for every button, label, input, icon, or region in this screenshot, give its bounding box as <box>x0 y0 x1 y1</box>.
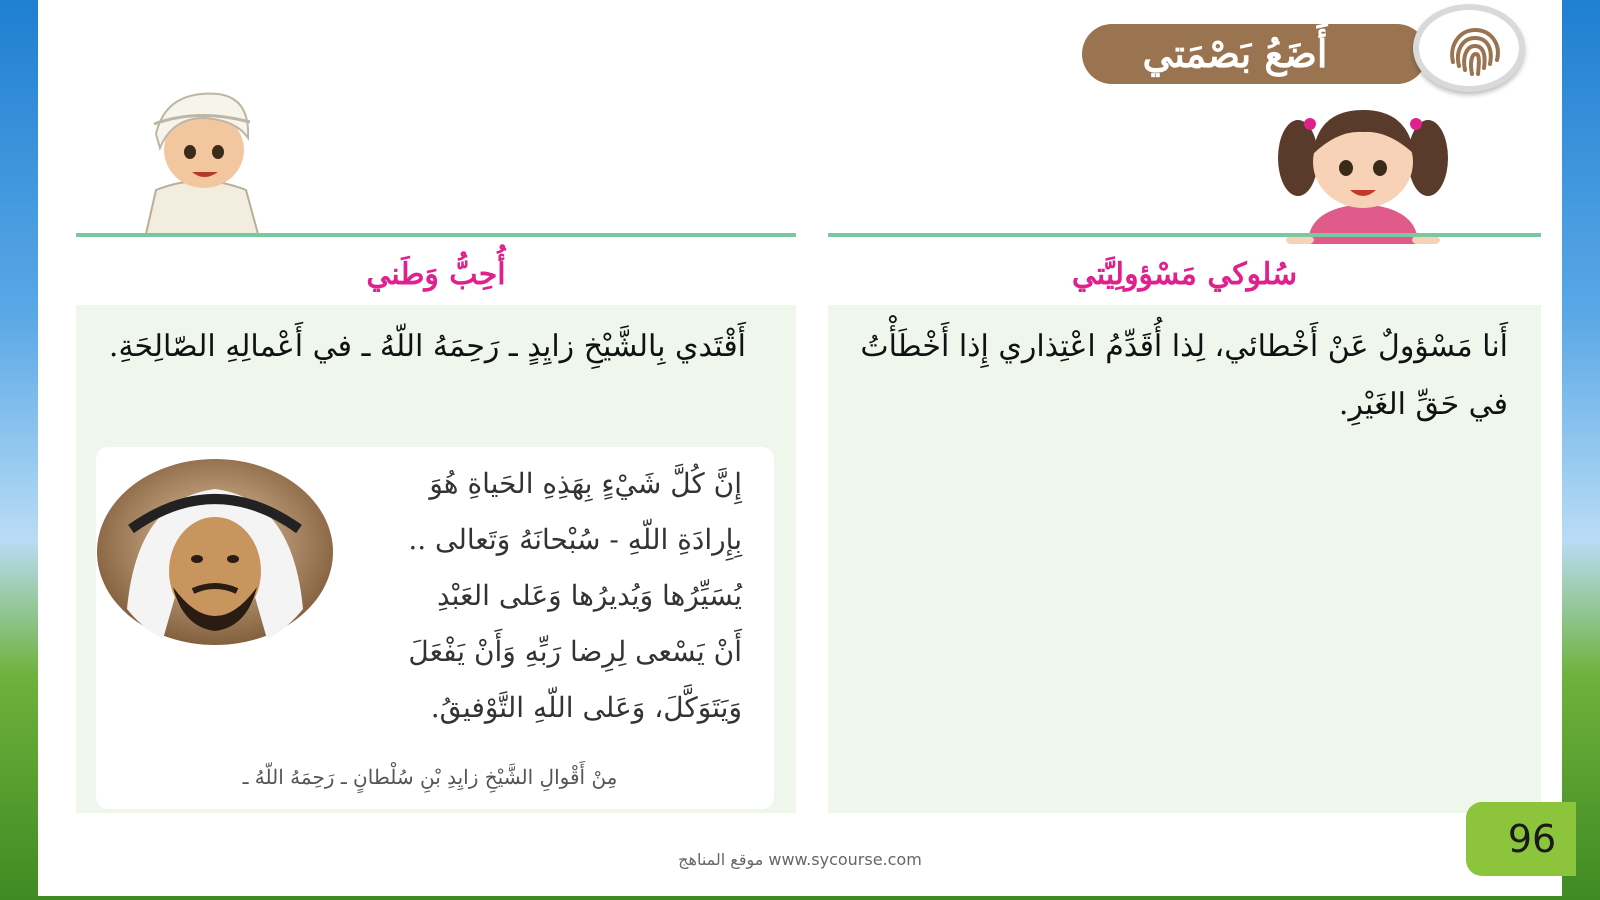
website-watermark: موقع المناهج www.sycourse.com <box>678 850 922 869</box>
quote-line: إِنَّ كُلَّ شَيْءٍ بِهَذِهِ الحَياةِ هُوَ <box>429 467 742 500</box>
quote-line: وَيَتَوَكَّلَ، وَعَلى اللّهِ التَّوْفيقُ. <box>430 691 742 724</box>
left-body-text: أَقْتَدي بِالشَّيْخِ زايِدٍ ـ رَحِمَهُ اللّهُ ـ في أَعْمالِهِ الصّالِحَةِ. <box>108 329 746 364</box>
left-column-title: أُحِبُّ وَطَني <box>366 257 506 292</box>
girl-character-illustration <box>1268 96 1458 244</box>
bottom-grass-strip <box>0 896 1600 900</box>
section-badge-title: أَضَعُ بَصْمَتي <box>1142 31 1328 76</box>
left-column-divider <box>76 233 796 237</box>
quote-line: بِإِرادَةِ اللّهِ - سُبْحانَهُ وَتَعالى .. <box>408 523 742 556</box>
badge-icon-circle <box>1413 4 1525 92</box>
right-body-text: أَنا مَسْؤولٌ عَنْ أَخْطائي، لِذا أُقَدِّمُ اعْتِذاري إِذا أَخْطَأْتُ في حَقِّ الغَيْرِ. <box>860 329 1508 422</box>
boy-character-illustration <box>126 86 276 234</box>
quote-text <box>330 456 742 736</box>
left-background-strip <box>0 0 38 900</box>
fingerprint-icon <box>1443 22 1507 80</box>
right-column-divider <box>828 233 1541 237</box>
quote-source: مِنْ أَقْوالِ الشَّيْخِ زايِدِ بْنِ سُلْطانٍ ـ رَحِمَهُ اللّهُ ـ <box>242 765 618 789</box>
page-number: 96 <box>1507 817 1557 861</box>
right-column-title: سُلوكي مَسْؤولِيَّتي <box>1071 257 1298 292</box>
quote-line: أَنْ يَسْعى لِرِضا رَبِّهِ وَأَنْ يَفْعَلَ <box>408 635 742 668</box>
right-background-strip <box>1562 0 1600 900</box>
quote-line: يُسَيِّرُها وَيُديرُها وَعَلى العَبْدِ <box>436 579 742 612</box>
sheikh-zayed-portrait <box>97 459 333 645</box>
